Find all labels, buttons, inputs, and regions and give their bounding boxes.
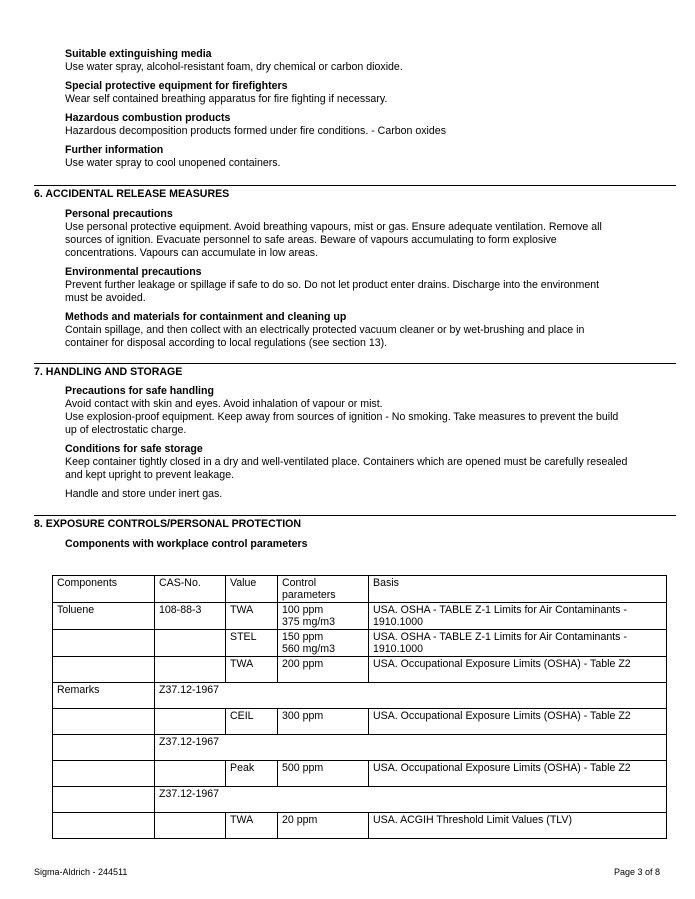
subheading: Precautions for safe handling xyxy=(65,385,214,397)
cell-components: Toluene xyxy=(53,603,155,630)
containment-and-cleanup xyxy=(65,311,665,350)
section-6-body xyxy=(65,208,665,350)
table-remark-row xyxy=(53,683,667,709)
cell-cas-no xyxy=(155,630,226,657)
cell-basis: USA. Occupational Exposure Limits (OSHA) - Table Z2 xyxy=(369,761,667,787)
paragraph-line: Use explosion-proof equipment. Keep away from sources of ignition - No smoking. Take measures to prevent the build xyxy=(65,411,619,423)
cell-value: TWA xyxy=(226,813,278,839)
cell-components xyxy=(53,657,155,683)
paragraph-line: up of electrostatic charge. xyxy=(65,424,187,436)
subheading: Conditions for safe storage xyxy=(65,443,203,455)
subheading: Environmental precautions xyxy=(65,266,202,278)
table-row xyxy=(53,630,667,657)
paragraph-line: and kept upright to prevent leakage. xyxy=(65,469,235,481)
cell-cas-no xyxy=(155,709,226,735)
section-7-title: 7. HANDLING AND STORAGE xyxy=(34,366,183,378)
hazardous-combustion-products xyxy=(65,112,665,138)
subheading: Further information xyxy=(65,144,164,156)
cell-components xyxy=(53,761,155,787)
cell-value: CEIL xyxy=(226,709,278,735)
paragraph-line: Contain spillage, and then collect with an electrically protected vacuum cleaner or by wet-brushing and place in xyxy=(65,324,585,336)
column-header-basis: Basis xyxy=(369,576,667,603)
remark-label xyxy=(53,735,155,761)
section-divider xyxy=(34,515,676,516)
subheading: Suitable extinguishing media xyxy=(65,48,212,60)
cell-basis: USA. ACGIH Threshold Limit Values (TLV) xyxy=(369,813,667,839)
paragraph-line: Use water spray, alcohol-resistant foam, dry chemical or carbon dioxide. xyxy=(65,61,403,73)
paragraph-line: Use personal protective equipment. Avoid breathing vapours, mist or gas. Ensure adequate ventilation. Remove all xyxy=(65,221,602,233)
remark-text: Z37.12-1967 xyxy=(155,683,667,709)
exposure-limits-table xyxy=(52,575,667,839)
section-divider xyxy=(34,363,676,364)
paragraph-line: Avoid contact with skin and eyes. Avoid inhalation of vapour or mist. xyxy=(65,398,383,410)
cell-value: Peak xyxy=(226,761,278,787)
table-remark-row xyxy=(53,735,667,761)
cell-control-parameters: 200 ppm xyxy=(278,657,369,683)
fire-fighting-continuation xyxy=(65,48,665,170)
cell-cas-no: 108-88-3 xyxy=(155,603,226,630)
remark-text: Z37.12-1967 xyxy=(155,787,667,813)
column-header-cas-no: CAS-No. xyxy=(155,576,226,603)
cell-basis: USA. OSHA - TABLE Z-1 Limits for Air Contaminants - 1910.1000 xyxy=(369,603,667,630)
remark-label xyxy=(53,787,155,813)
subheading: Special protective equipment for firefighters xyxy=(65,80,288,92)
paragraph-line: Use water spray to cool unopened containers. xyxy=(65,157,281,169)
paragraph-line: Prevent further leakage or spillage if safe to do so. Do not let product enter drains. Discharge into the environment xyxy=(65,279,600,291)
section-8-title: 8. EXPOSURE CONTROLS/PERSONAL PROTECTION xyxy=(34,518,302,530)
cell-control-parameters: 20 ppm xyxy=(278,813,369,839)
table-remark-row xyxy=(53,787,667,813)
remark-text: Z37.12-1967 xyxy=(155,735,667,761)
remark-label: Remarks xyxy=(53,683,155,709)
paragraph-line: Keep container tightly closed in a dry and well-ventilated place. Containers which are opened must be carefully resealed xyxy=(65,456,628,468)
paragraph-line: concentrations. Vapours can accumulate in low areas. xyxy=(65,247,319,259)
column-header-components: Components xyxy=(53,576,155,603)
cell-components xyxy=(53,813,155,839)
paragraph-line: sources of ignition. Evacuate personnel to safe areas. Beware of vapours accumulating to form explosive xyxy=(65,234,557,246)
extinguishing-media xyxy=(65,48,665,74)
special-protective-equipment xyxy=(65,80,665,106)
column-header-value: Value xyxy=(226,576,278,603)
cell-control-parameters: 100 ppm 375 mg/m3 xyxy=(278,603,369,630)
cell-cas-no xyxy=(155,813,226,839)
inert-gas-note: Handle and store under inert gas. xyxy=(65,488,223,500)
subheading: Methods and materials for containment and cleaning up xyxy=(65,311,347,323)
cell-value: STEL xyxy=(226,630,278,657)
table-row xyxy=(53,657,667,683)
section-7-body xyxy=(65,385,665,501)
paragraph-line: container for disposal according to local regulations (see section 13). xyxy=(65,337,388,349)
table-row xyxy=(53,603,667,630)
subheading: Hazardous combustion products xyxy=(65,112,231,124)
footer-product-id: Sigma-Aldrich - 244511 xyxy=(34,867,128,877)
subheading: Personal precautions xyxy=(65,208,173,220)
further-information xyxy=(65,144,665,170)
cell-control-parameters: 500 ppm xyxy=(278,761,369,787)
cell-basis: USA. Occupational Exposure Limits (OSHA) - Table Z2 xyxy=(369,657,667,683)
table-row xyxy=(53,709,667,735)
section-divider xyxy=(34,185,676,186)
personal-precautions xyxy=(65,208,665,260)
paragraph-line: Hazardous decomposition products formed under fire conditions. - Carbon oxides xyxy=(65,125,446,137)
components-subheading: Components with workplace control parameters xyxy=(65,538,308,550)
paragraph-line: Wear self contained breathing apparatus for fire fighting if necessary. xyxy=(65,93,388,105)
cell-components xyxy=(53,709,155,735)
cell-cas-no xyxy=(155,761,226,787)
cell-basis: USA. OSHA - TABLE Z-1 Limits for Air Contaminants - 1910.1000 xyxy=(369,630,667,657)
precautions-safe-handling xyxy=(65,385,665,437)
table-row xyxy=(53,761,667,787)
cell-control-parameters: 150 ppm 560 mg/m3 xyxy=(278,630,369,657)
cell-cas-no xyxy=(155,657,226,683)
cell-basis: USA. Occupational Exposure Limits (OSHA) - Table Z2 xyxy=(369,709,667,735)
cell-value: TWA xyxy=(226,603,278,630)
paragraph-line: must be avoided. xyxy=(65,292,146,304)
conditions-safe-storage xyxy=(65,443,665,482)
cell-control-parameters: 300 ppm xyxy=(278,709,369,735)
column-header-control-parameters: Control parameters xyxy=(278,576,369,603)
cell-value: TWA xyxy=(226,657,278,683)
table-header-row xyxy=(53,576,667,603)
environmental-precautions xyxy=(65,266,665,305)
cell-components xyxy=(53,630,155,657)
table-row xyxy=(53,813,667,839)
footer-page-number: Page 3 of 8 xyxy=(614,867,661,877)
section-6-title: 6. ACCIDENTAL RELEASE MEASURES xyxy=(34,188,230,200)
